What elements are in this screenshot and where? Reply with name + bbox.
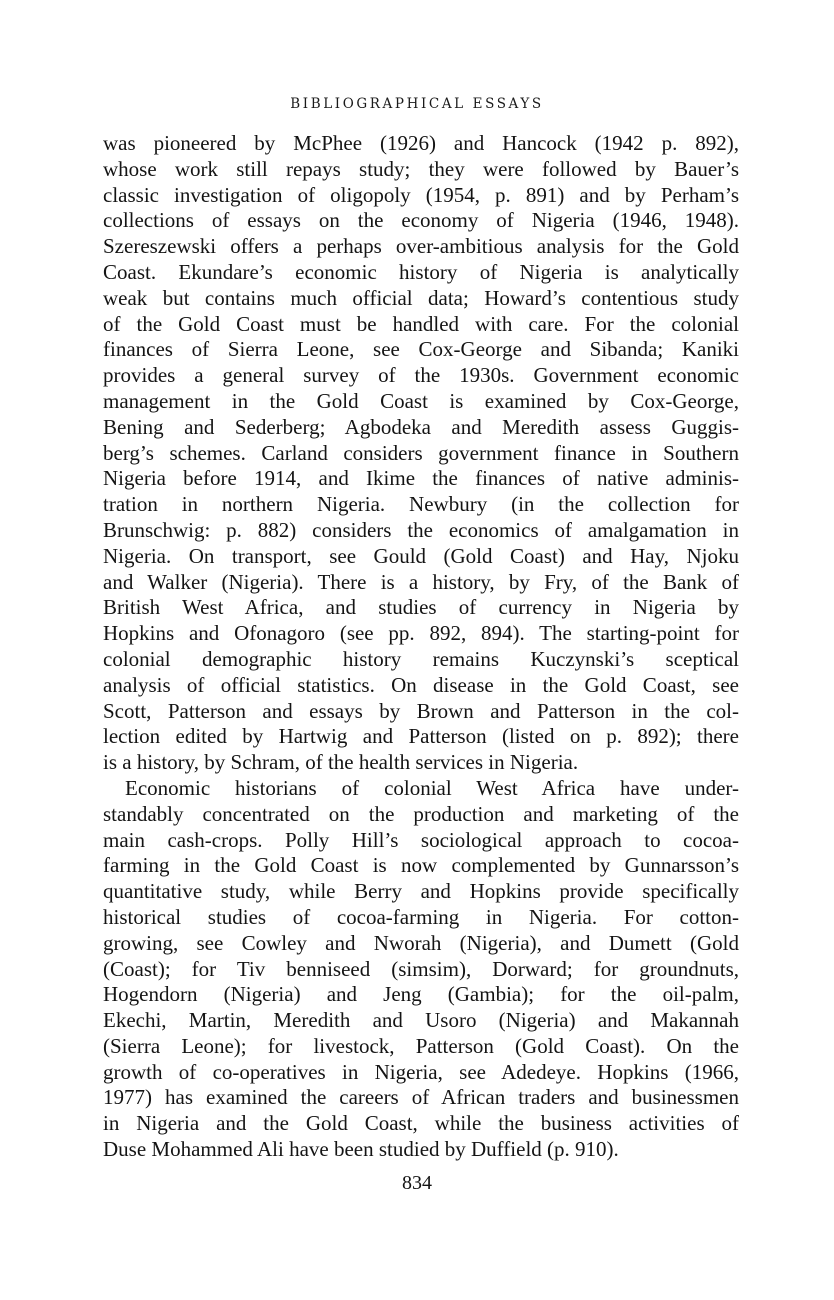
text-line: (Sierra Leone); for livestock, Patterson (Gold Coast). On the	[103, 1033, 739, 1058]
text-line: Ekechi, Martin, Meredith and Usoro (Nigeria) and Makannah	[103, 1008, 739, 1033]
text-line: analysis of official statistics. On disease in the Gold Coast, see	[103, 672, 739, 697]
text-line: 1977) has examined the careers of African traders and businessmen	[103, 1085, 739, 1110]
text-line: provides a general survey of the 1930s. Government economic	[103, 363, 739, 388]
text-line: (Coast); for Tiv benniseed (simsim), Dorward; for groundnuts,	[103, 956, 739, 981]
text-line: Scott, Patterson and essays by Brown and Patterson in the col-	[103, 698, 739, 723]
paragraph-1	[103, 131, 739, 776]
text-line: weak but contains much official data; Howard’s contentious study	[103, 285, 739, 310]
text-line: was pioneered by McPhee (1926) and Hancock (1942 p. 892),	[103, 131, 739, 155]
text-line: collections of essays on the economy of Nigeria (1946, 1948).	[103, 208, 739, 233]
text-line: main cash-crops. Polly Hill’s sociological approach to cocoa-	[103, 827, 739, 852]
text-line: Szereszewski offers a perhaps over-ambitious analysis for the Gold	[103, 234, 739, 259]
text-line: of the Gold Coast must be handled with care. For the colonial	[103, 311, 739, 336]
body-text	[103, 131, 739, 1163]
text-line: colonial demographic history remains Kuczynski’s sceptical	[103, 646, 739, 671]
text-line: growth of co-operatives in Nigeria, see Adedeye. Hopkins (1966,	[103, 1059, 739, 1084]
text-line: British West Africa, and studies of currency in Nigeria by	[103, 595, 739, 620]
text-line: lection edited by Hartwig and Patterson (listed on p. 892); there	[103, 724, 739, 749]
text-line: farming in the Gold Coast is now complemented by Gunnarsson’s	[103, 853, 739, 878]
text-line: Hogendorn (Nigeria) and Jeng (Gambia); for the oil-palm,	[103, 982, 739, 1007]
text-line: management in the Gold Coast is examined by Cox-George,	[103, 388, 739, 413]
text-line: classic investigation of oligopoly (1954, p. 891) and by Perham’s	[103, 182, 739, 207]
text-line: growing, see Cowley and Nworah (Nigeria), and Dumett (Gold	[103, 930, 739, 955]
paragraph-2	[103, 776, 739, 1163]
text-line: berg’s schemes. Carland considers government finance in Southern	[103, 440, 739, 465]
text-line: is a history, by Schram, of the health services in Nigeria.	[103, 750, 579, 775]
text-line: Coast. Ekundare’s economic history of Nigeria is analytically	[103, 259, 739, 284]
text-line: Brunschwig: p. 882) considers the economics of amalgamation in	[103, 517, 739, 542]
text-line: and Walker (Nigeria). There is a history, by Fry, of the Bank of	[103, 569, 739, 594]
text-line: Bening and Sederberg; Agbodeka and Meredith assess Guggis-	[103, 414, 739, 439]
text-line: finances of Sierra Leone, see Cox-George and Sibanda; Kaniki	[103, 337, 739, 362]
text-line: Duse Mohammed Ali have been studied by Duffield (p. 910).	[103, 1137, 619, 1162]
text-line: standably concentrated on the production and marketing of the	[103, 801, 739, 826]
text-line: Economic historians of colonial West Africa have under-	[125, 775, 739, 800]
text-line: Hopkins and Ofonagoro (see pp. 892, 894). The starting-point for	[103, 621, 739, 646]
text-line: whose work still repays study; they were followed by Bauer’s	[103, 156, 739, 181]
page-number: 834	[402, 1172, 432, 1194]
text-line: quantitative study, while Berry and Hopkins provide specifically	[103, 879, 739, 904]
running-head: BIBLIOGRAPHICAL ESSAYS	[290, 96, 544, 112]
text-line: in Nigeria and the Gold Coast, while the business activities of	[103, 1111, 739, 1136]
text-line: Nigeria before 1914, and Ikime the finances of native adminis-	[103, 466, 739, 491]
text-line: Nigeria. On transport, see Gould (Gold Coast) and Hay, Njoku	[103, 543, 739, 568]
text-line: tration in northern Nigeria. Newbury (in the collection for	[103, 492, 739, 517]
text-line: historical studies of cocoa-farming in Nigeria. For cotton-	[103, 904, 739, 929]
